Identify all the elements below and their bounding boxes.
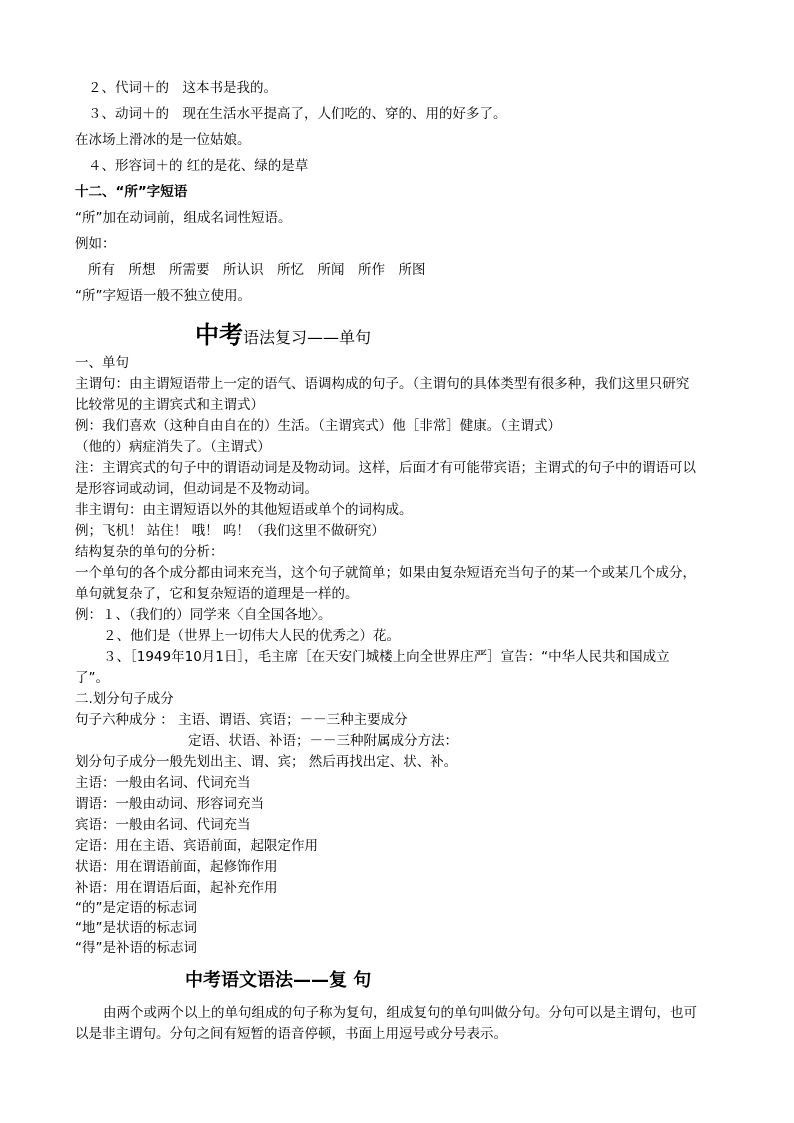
definition-complement: 补语：用在谓语后面，起补充作用 <box>75 880 278 896</box>
paragraph-line: 定语、状语、补语；－－三种附属成分方法： <box>188 733 458 749</box>
example-line: ３、［1949年10月1日］，毛主席［在天安门城楼上向全世界庄严］宣告：“中华人民共和国成立 <box>103 649 670 665</box>
paragraph-line: 比较常见的主谓宾式和主谓式） <box>75 397 264 413</box>
paragraph-line: 注：主谓宾式的句子中的谓语动词是及物动词。这样，后面才有可能带宾语；主谓式的句子中的谓语可以 <box>75 460 696 476</box>
section-title-compound-sentence: 中考语文语法——复 句 <box>185 970 372 991</box>
title-big-text: 中考 <box>195 321 243 349</box>
definition-subject: 主语：一般由名词、代词充当 <box>75 775 251 791</box>
paragraph-line: “所”字短语一般不独立使用。 <box>75 288 251 304</box>
subheading: 二.划分句子成分 <box>75 691 174 707</box>
paragraph-line: 主谓句：由主谓短语带上一定的语气、语调构成的句子。（主谓句的具体类型有很多种，我们这里只研究 <box>75 376 690 392</box>
paragraph-line: 由两个或两个以上的单句组成的句子称为复句，组成复句的单句叫做分句。分句可以是主谓句，也可 <box>103 1005 697 1021</box>
paragraph-line: 以是非主谓句。分句之间有短暂的语音停顿，书面上用逗号或分号表示。 <box>75 1026 507 1042</box>
section-title-simple-sentence <box>195 320 371 354</box>
phrase-example-pronoun: ２、代词＋的 这本书是我的。 <box>88 80 277 96</box>
section-heading-suo-phrase: 十二、“所”字短语 <box>75 184 188 200</box>
title-small-text: 语法复习——单句 <box>243 328 372 347</box>
paragraph-line: 句子六种成分 ： 主语、谓语、宾语；－－三种主要成分 <box>75 712 408 728</box>
paragraph-line: 一个单句的各个成分都由词来充当，这个句子就简单；如果由复杂短语充当句子的某一个或某几个成分， <box>75 565 696 581</box>
paragraph-line: 是形容词或动词，但动词是不及物动词。 <box>75 481 318 497</box>
definition-predicate: 谓语：一般由动词、形容词充当 <box>75 796 264 812</box>
example-line: 了”。 <box>75 670 109 686</box>
paragraph-line: 例；飞机！ 站住！ 哦！ 呜！（我们这里不做研究） <box>75 523 385 539</box>
paragraph-line: 例如： <box>75 236 116 252</box>
phrase-example-continuation: 在冰场上滑冰的是一位姑娘。 <box>75 132 251 148</box>
paragraph-line: “所”加在动词前，组成名词性短语。 <box>75 210 292 226</box>
marker-de-adverbial: “地”是状语的标志词 <box>75 920 197 936</box>
paragraph-line: 划分句子成分一般先划出主、谓、宾； 然后再找出定、状、补。 <box>75 754 458 770</box>
paragraph-line: 非主谓句：由主谓短语以外的其他短语或单个的词构成。 <box>75 502 413 518</box>
definition-adverbial: 状语：用在谓语前面，起修饰作用 <box>75 859 278 875</box>
example-line: ２、他们是（世界上一切伟大人民的优秀之）花。 <box>103 628 400 644</box>
phrase-example-adjective: ４、形容词＋的 红的是花、绿的是草 <box>88 158 309 174</box>
definition-attributive: 定语：用在主语、宾语前面，起限定作用 <box>75 838 318 854</box>
subheading: 一、单句 <box>75 355 129 371</box>
paragraph-line: 例：我们喜欢（这种自由自在的）生活。（主谓宾式）他［非常］健康。（主谓式） <box>75 418 561 434</box>
example-line: 例：１、（我们的）同学来〈自全国各地〉。 <box>75 607 332 623</box>
marker-de-complement: “得”是补语的标志词 <box>75 940 197 956</box>
phrase-example-verb: ３、动词＋的 现在生活水平提高了，人们吃的、穿的、用的好多了。 <box>88 106 507 122</box>
paragraph-line: （他的）病症消失了。（主谓式） <box>75 439 271 455</box>
paragraph-line: 单句就复杂了，它和复杂短语的道理是一样的。 <box>75 586 359 602</box>
suo-word-list: 所有 所想 所需要 所认识 所忆 所闻 所作 所图 <box>88 262 426 278</box>
definition-object: 宾语：一般由名词、代词充当 <box>75 817 251 833</box>
marker-de-attributive: “的”是定语的标志词 <box>75 900 197 916</box>
paragraph-line: 结构复杂的单句的分析： <box>75 544 224 560</box>
